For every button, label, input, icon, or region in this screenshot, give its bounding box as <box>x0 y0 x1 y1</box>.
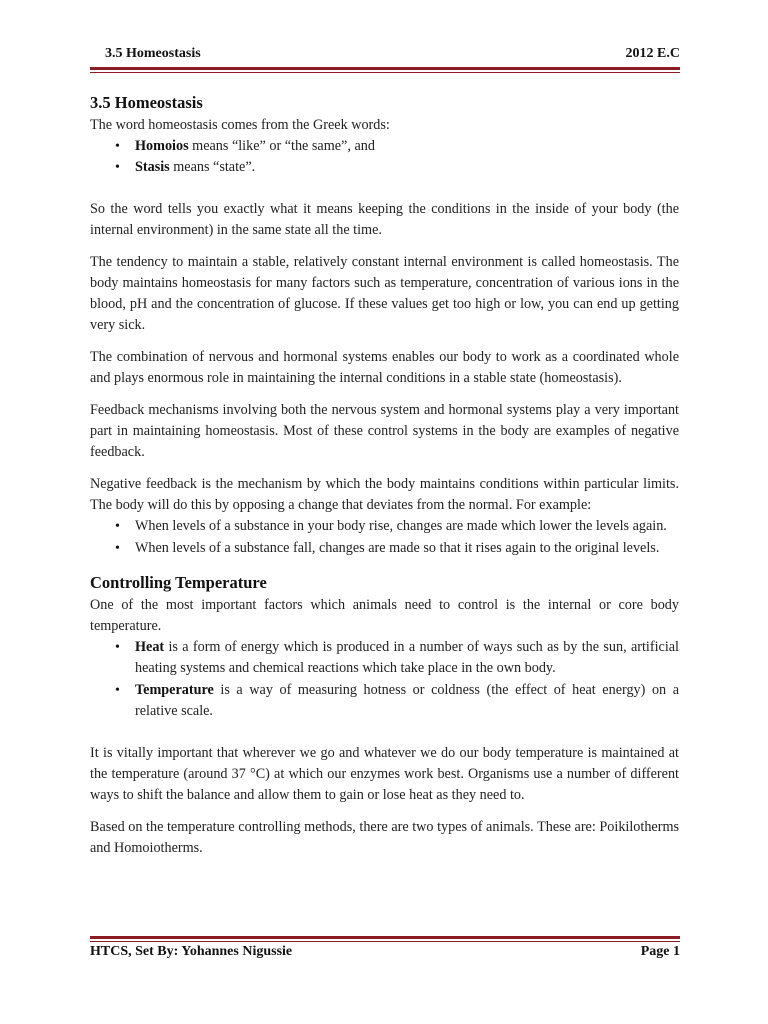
footer-rule <box>90 936 680 939</box>
footer-author: HTCS, Set By: Yohannes Nigussie <box>90 944 293 959</box>
header-rule <box>90 67 680 70</box>
list-item <box>135 157 679 178</box>
list-item: • When levels of a substance in your body rise, changes are made which lower the levels again. <box>135 516 679 537</box>
definition: is a way of measuring hotness or coldness (the effect of heat energy) on a relative scale. <box>135 682 679 719</box>
page-body <box>90 92 679 870</box>
paragraph: It is vitally important that wherever we go and whatever we do our body temperature is maintained at the temperature (around 37 °C) at which our enzymes work best. Organisms use a number of different ways to shift the balance and allow them to gain or lose heat as they need to. <box>90 745 679 803</box>
page-header <box>105 46 680 62</box>
header-title: 3.5 Homeostasis <box>105 46 201 61</box>
paragraph: The tendency to maintain a stable, relatively constant internal environment is called homeostasis. The body maintains homeostasis for many factors such as temperature, concentration of various ions in the blood, pH and the concentration of glucose. If these values get too high or low, you can end up getting very sick. <box>90 254 679 333</box>
term: Homoios <box>135 138 189 154</box>
paragraph: The word homeostasis comes from the Greek words: <box>90 117 390 133</box>
definition: is a form of energy which is produced in a number of ways such as by the sun, artificial heating systems and chemical reactions which take place in the own body. <box>135 639 679 676</box>
list-item <box>135 637 679 679</box>
term: Heat <box>135 639 165 655</box>
feedback-list <box>90 516 679 559</box>
paragraph: The combination of nervous and hormonal systems enables our body to work as a coordinated whole and plays enormous role in maintaining the internal conditions in a stable state (homeostasis). <box>90 349 679 386</box>
footer-rule-thin <box>90 941 680 942</box>
list-item <box>135 680 679 722</box>
section-title: Controlling Temperature <box>90 573 267 592</box>
paragraph: One of the most important factors which animals need to control is the internal or core body temperature. <box>90 597 679 634</box>
definition: means “state”. <box>169 159 256 175</box>
page-footer <box>90 944 680 960</box>
paragraph: Negative feedback is the mechanism by which the body maintains conditions within particular limits. The body will do this by opposing a change that deviates from the normal. For example: <box>90 476 679 513</box>
definition: means “like” or “the same”, and <box>188 138 375 154</box>
list-item <box>135 136 679 157</box>
header-rule-thin <box>90 72 680 73</box>
paragraph: Feedback mechanisms involving both the nervous system and hormonal systems play a very important part in maintaining homeostasis. Most of these control systems in the body are examples of negative feedback. <box>90 402 679 460</box>
term: Temperature <box>135 682 214 698</box>
list-item: • When levels of a substance fall, changes are made so that it rises again to the original levels. <box>135 538 679 559</box>
greek-words-list <box>90 136 679 178</box>
header-year: 2012 E.C <box>625 46 680 61</box>
term: Stasis <box>135 159 170 175</box>
page-number: Page 1 <box>640 944 680 959</box>
paragraph: So the word tells you exactly what it means keeping the conditions in the inside of your body (the internal environment) in the same state all the time. <box>90 201 679 238</box>
section-title: 3.5 Homeostasis <box>90 93 203 112</box>
heat-temperature-list <box>90 637 679 722</box>
paragraph: Based on the temperature controlling methods, there are two types of animals. These are: Poikilotherms and Homoiotherms. <box>90 819 679 856</box>
